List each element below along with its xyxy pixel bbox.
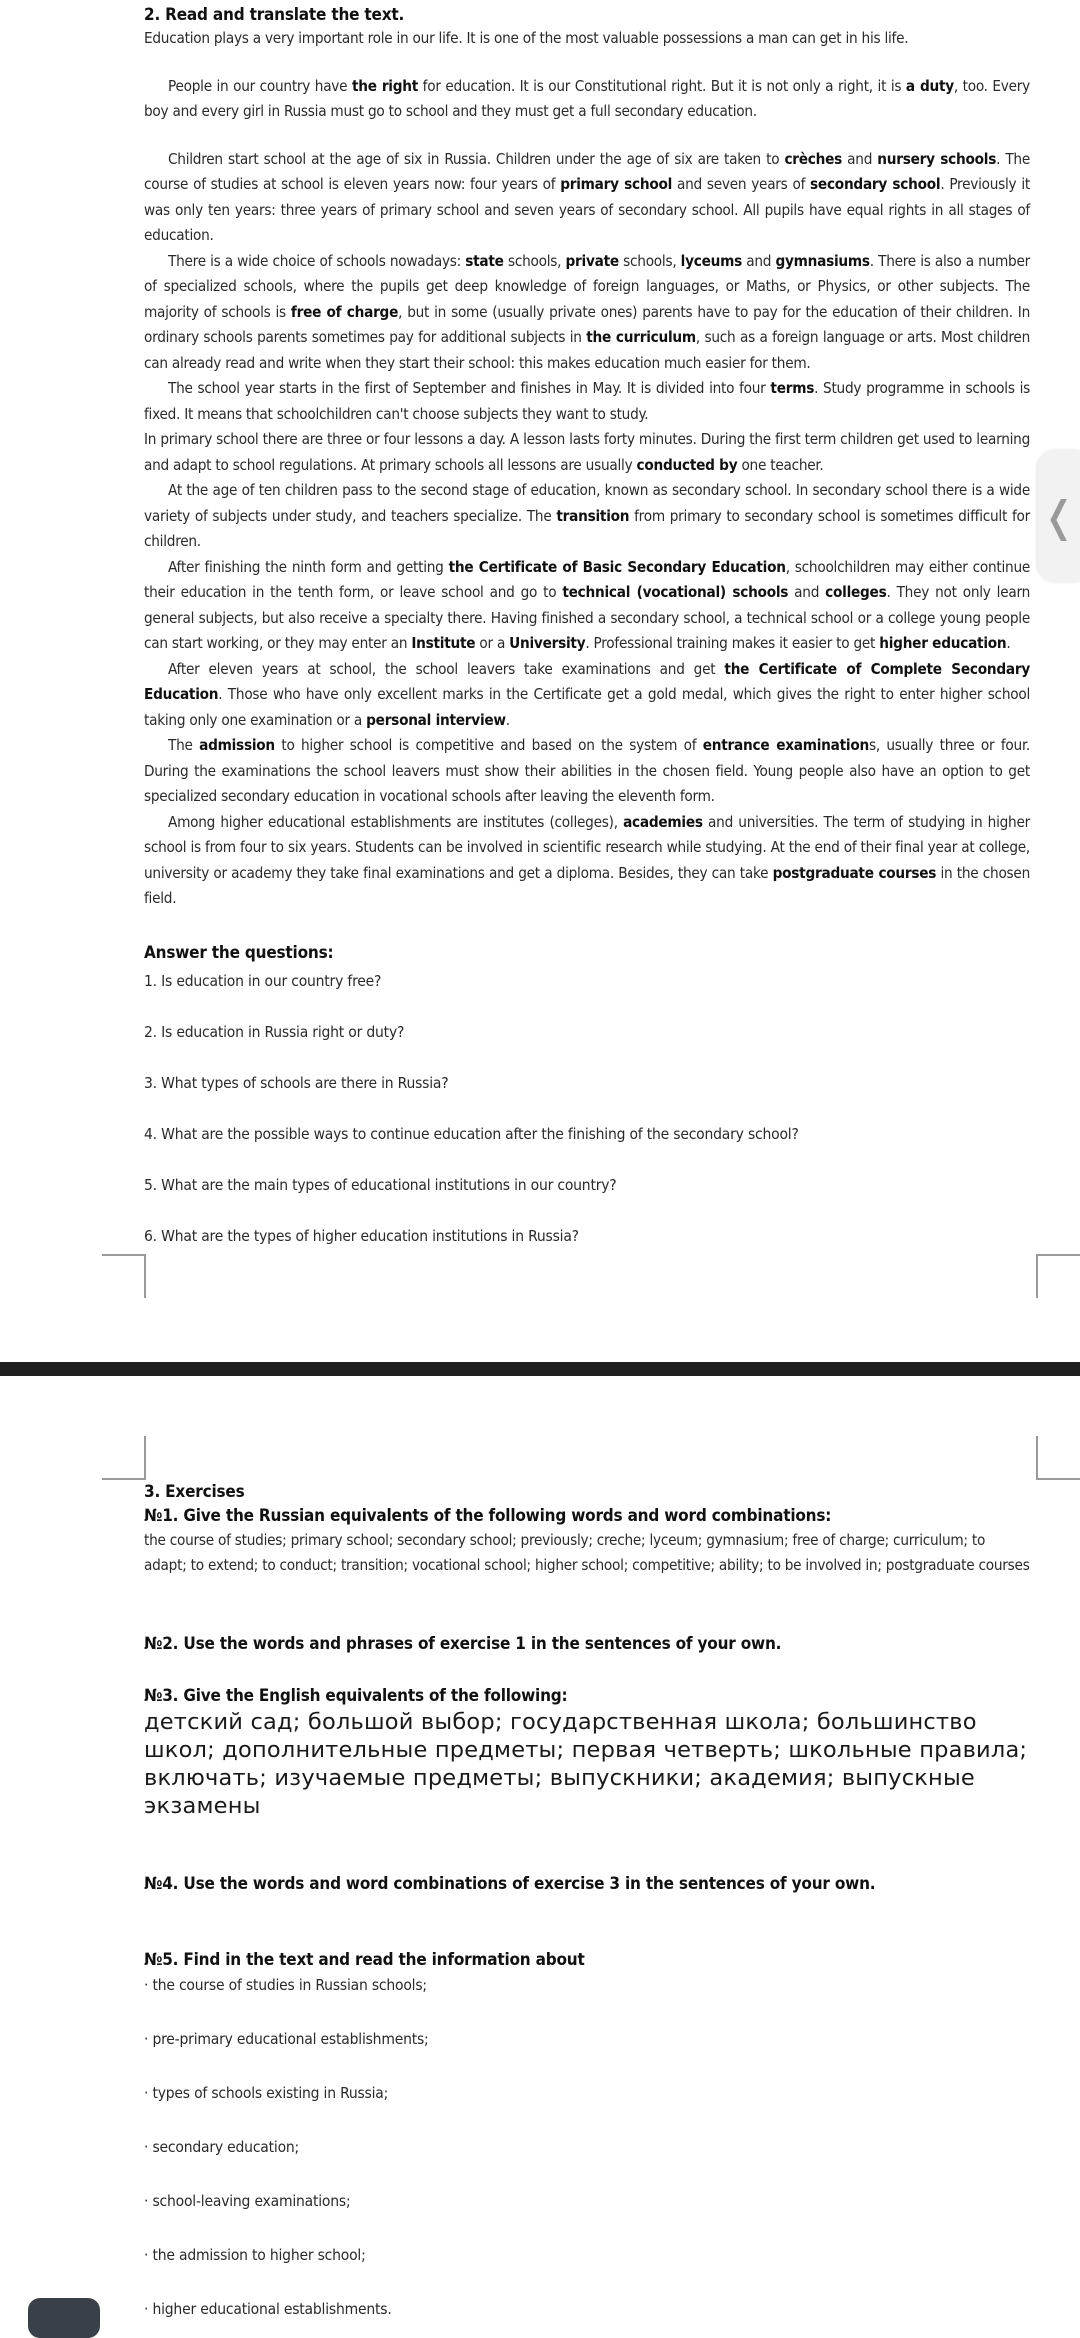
question-item: 5. What are the main types of educational institutions in our country?: [144, 1175, 617, 1194]
intro-paragraph: Education plays a very important role in our life. It is one of the most valuable possessions a man can get in his life.: [144, 29, 909, 47]
list-item: · pre-primary educational establishments;: [144, 2030, 429, 2048]
exercise-1-title: №1. Give the Russian equivalents of the following words and word combinations:: [144, 1506, 832, 1526]
page-2-content: [144, 1480, 1030, 2320]
paragraph-secondary-school: At the age of ten children pass to the second stage of education, known as secondary school. In secondary school there is a wide variety of subjects under study, and teachers specialize. The transition from primary to secondary school is sometimes difficult for children.: [144, 481, 1030, 550]
list-item: · secondary education;: [144, 2138, 300, 2156]
exercise-3-title: №3. Give the English equivalents of the following:: [144, 1686, 568, 1706]
exercise-4-title: №4. Use the words and word combinations of exercise 3 in the sentences of your own.: [144, 1874, 876, 1894]
exercise-1-text: the course of studies; primary school; secondary school; previously; creche; lyceum; gymnasium; free of charge; curriculum; to adapt; to extend; to conduct; transition; vocational school; higher school; competitive; ability; to be involved in; postgraduate courses: [144, 1531, 1030, 1574]
question-item: 2. Is education in Russia right or duty?: [144, 1022, 405, 1041]
question-item: 4. What are the possible ways to continue education after the finishing of the secondary school?: [144, 1124, 799, 1143]
side-panel-toggle[interactable]: [1038, 450, 1080, 582]
list-item: · higher educational establishments.: [144, 2300, 392, 2318]
exercise-5-title: №5. Find in the text and read the information about: [144, 1950, 585, 1970]
page-separator: [0, 1362, 1080, 1376]
page-margin-corner: [1036, 1254, 1080, 1298]
page-margin-corner: [102, 1254, 146, 1298]
question-item: 1. Is education in our country free?: [144, 971, 382, 990]
question-item: 3. What types of schools are there in Russia?: [144, 1073, 449, 1092]
paragraph-ninth-form: After finishing the ninth form and getting the Certificate of Basic Secondary Education, schoolchildren may either continue their education in the tenth form, or leave school and go to technical (vocational) schools and colleges. They not only learn general subjects, but also receive a specialty there. Having finished a secondary school, a technical school or a college young people can start working, or they may enter an Institute or a University. Professional training makes it easier to get higher education.: [144, 557, 1031, 652]
paragraph-primary-school: In primary school there are three or four lessons a day. A lesson lasts forty minutes. During the first term children get used to learning and adapt to school regulations. At primary schools all lessons are usually conducted by one teacher.: [144, 430, 1030, 474]
questions-title: Answer the questions:: [144, 942, 334, 963]
paragraph-school-start: Children start school at the age of six in Russia. Children under the age of six are taken to crèches and nursery schools. The course of studies at school is eleven years now: four years of primary school and seven years of secondary school. Previously it was only ten years: three years of primary school and seven years of secondary school. All pupils have equal rights in all stages of education.: [144, 149, 1030, 244]
chevron-left-icon: ❬: [1041, 491, 1077, 541]
page-margin-corner: [102, 1436, 146, 1480]
floating-action-button[interactable]: [28, 2298, 100, 2338]
section-2-title: 2. Read and translate the text.: [144, 5, 405, 25]
list-item: · the course of studies in Russian schools;: [144, 1976, 427, 1994]
paragraph-right-duty: People in our country have the right for education. It is our Constitutional right. But it is not only a right, it is a duty, too. Every boy and every girl in Russia must go to school and they must get a full secondary education.: [144, 76, 1030, 120]
page-1-content: [144, 4, 1030, 1247]
paragraph-eleven-years: After eleven years at school, the school leavers take examinations and get the Certificate of Complete Secondary Education. Those who have only excellent marks in the Certificate get a gold medal, which gives the right to enter higher school taking only one examination or a personal interview.: [144, 659, 1030, 729]
paragraph-admission: The admission to higher school is competitive and based on the system of entrance examinations, usually three or four. During the examinations the school leavers must show their abilities in the chosen field. Young people also have an option to get specialized secondary education in vocational schools after leaving the eleventh form.: [144, 736, 1030, 805]
paragraph-school-year: The school year starts in the first of September and finishes in May. It is divided into four terms. Study programme in schools is fixed. It means that schoolchildren can't choose subjects they want to study.: [144, 379, 1030, 423]
section-3-title: 3. Exercises: [144, 1482, 245, 1502]
question-item: 6. What are the types of higher education institutions in Russia?: [144, 1226, 579, 1245]
paragraph-school-types: There is a wide choice of schools nowadays: state schools, private schools, lyceums and gymnasiums. There is also a number of specialized schools, where the pupils get deep knowledge of foreign languages, or Maths, or Physics, or other subjects. The majority of schools is free of charge, but in some (usually private ones) parents have to pay for the education of their children. In ordinary schools parents sometimes pay for additional subjects in the curriculum, such as a foreign language or arts. Most children can already read and write when they start their school: this makes education much easier for them.: [144, 251, 1031, 372]
document-page-2: [0, 1376, 1080, 2318]
exercise-2-title: №2. Use the words and phrases of exercise 1 in the sentences of your own.: [144, 1634, 782, 1654]
list-item: · the admission to higher school;: [144, 2246, 366, 2264]
list-item: · types of schools existing in Russia;: [144, 2084, 389, 2102]
exercise-3-text: детский сад; большой выбор; государственная школа; большинство школ; дополнительные предметы; первая четверть; школьные правила; включать; изучаемые предметы; выпускники; академия; выпускные экзамены: [144, 1709, 1028, 1819]
page-margin-corner: [1036, 1436, 1080, 1480]
list-item: · school-leaving examinations;: [144, 2192, 351, 2210]
paragraph-higher-education: Among higher educational establishments are institutes (colleges), academies and universities. The term of studying in higher school is from four to six years. Students can be involved in scientific research while studying. At the end of their final year at college, university or academy they take final examinations and get a diploma. Besides, they can take postgraduate courses in the chosen field.: [144, 812, 1030, 907]
